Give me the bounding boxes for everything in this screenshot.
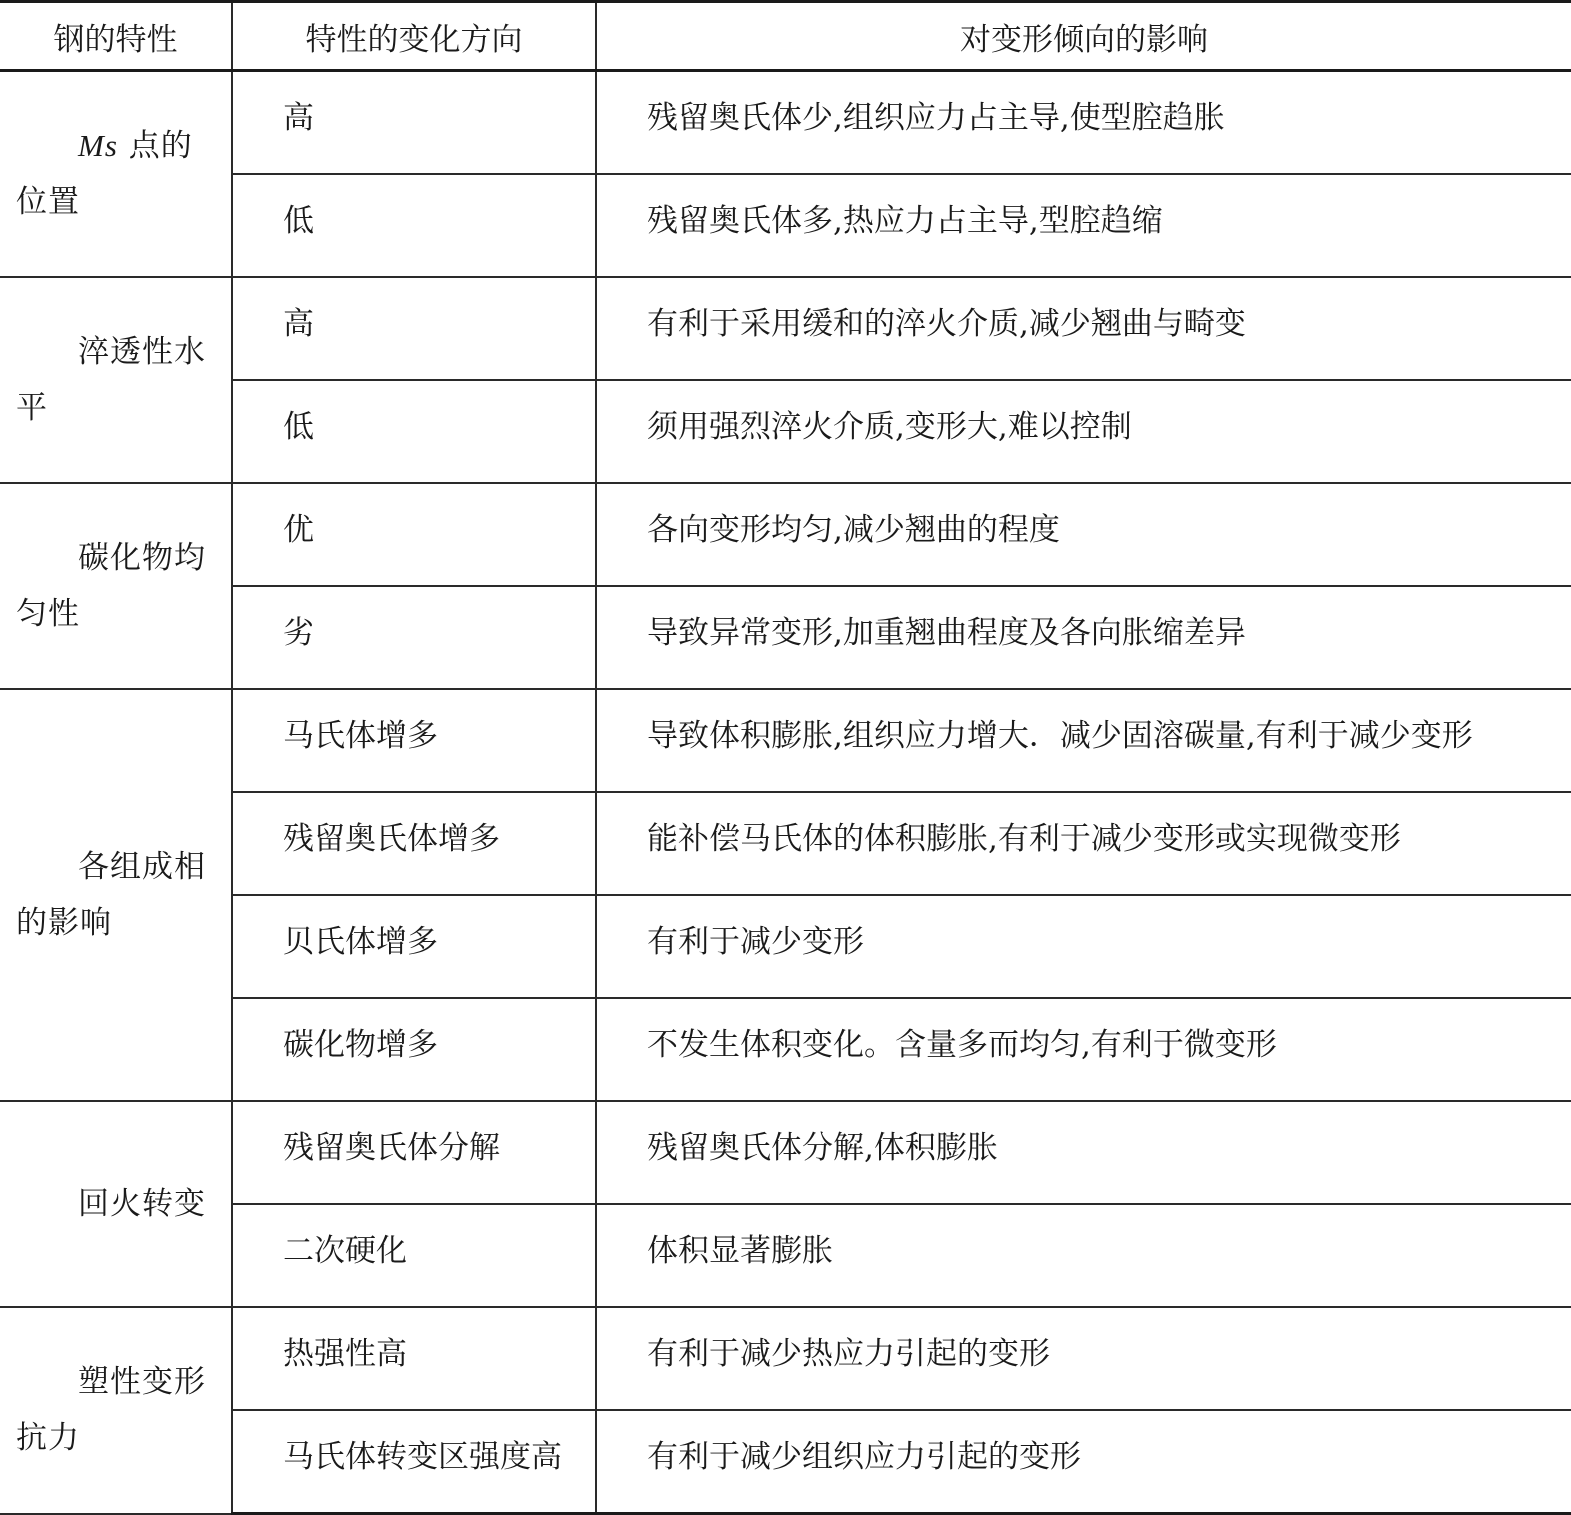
steel-property-label [16, 530, 215, 642]
table-row [0, 1204, 1571, 1307]
deformation-effect-cell: 有利于采用缓和的淬火介质,减少翘曲与畸变 [596, 277, 1571, 380]
steel-property-cell [0, 1307, 232, 1514]
table-row [0, 483, 1571, 586]
change-direction-cell: 低 [232, 174, 596, 277]
ms-symbol: Ms [78, 128, 118, 163]
deformation-effect-cell: 残留奥氏体少,组织应力占主导,使型腔趋胀 [596, 71, 1571, 175]
change-direction-cell: 马氏体增多 [232, 689, 596, 792]
change-direction-cell: 二次硬化 [232, 1204, 596, 1307]
deformation-effect-cell: 导致体积膨胀,组织应力增大．减少固溶碳量,有利于减少变形 [596, 689, 1571, 792]
steel-property-cell [0, 1101, 232, 1307]
steel-property-text: 各组成相的影响 [16, 849, 206, 941]
steel-property-label [16, 118, 215, 230]
header-deformation-effect: 对变形倾向的影响 [596, 2, 1571, 71]
table-row [0, 277, 1571, 380]
steel-property-text: 碳化物均匀性 [16, 540, 206, 632]
table-row [0, 1101, 1571, 1204]
table-row [0, 998, 1571, 1101]
deformation-effect-cell: 残留奥氏体分解,体积膨胀 [596, 1101, 1571, 1204]
change-direction-cell: 高 [232, 277, 596, 380]
deformation-effect-cell: 导致异常变形,加重翘曲程度及各向胀缩差异 [596, 586, 1571, 689]
steel-property-text: 塑性变形抗力 [16, 1364, 206, 1457]
steel-property-cell [0, 277, 232, 483]
change-direction-cell: 优 [232, 483, 596, 586]
header-steel-property: 钢的特性 [0, 2, 232, 71]
deformation-effect-cell: 残留奥氏体多,热应力占主导,型腔趋缩 [596, 174, 1571, 277]
table-row [0, 174, 1571, 277]
deformation-effect-cell: 须用强烈淬火介质,变形大,难以控制 [596, 380, 1571, 483]
header-change-direction: 特性的变化方向 [232, 2, 596, 71]
deformation-effect-cell: 不发生体积变化。含量多而均匀,有利于微变形 [596, 998, 1571, 1101]
change-direction-cell: 贝氏体增多 [232, 895, 596, 998]
change-direction-cell: 低 [232, 380, 596, 483]
deformation-effect-cell: 体积显著膨胀 [596, 1204, 1571, 1307]
table-row [0, 71, 1571, 175]
table-row [0, 1410, 1571, 1514]
steel-property-label [16, 324, 215, 436]
change-direction-cell: 热强性高 [232, 1307, 596, 1410]
steel-property-cell [0, 71, 232, 278]
steel-property-text: 淬透性水平 [16, 334, 206, 426]
header-row [0, 2, 1571, 71]
steel-property-text: 点的位置 [16, 128, 193, 220]
table-row [0, 586, 1571, 689]
change-direction-cell: 马氏体转变区强度高 [232, 1410, 596, 1514]
steel-property-text: 回火转变 [78, 1186, 206, 1222]
deformation-effect-cell: 各向变形均匀,减少翘曲的程度 [596, 483, 1571, 586]
deformation-effect-cell: 能补偿马氏体的体积膨胀,有利于减少变形或实现微变形 [596, 792, 1571, 895]
table-row [0, 1307, 1571, 1410]
change-direction-cell: 残留奥氏体增多 [232, 792, 596, 895]
deformation-effect-cell: 有利于减少热应力引起的变形 [596, 1307, 1571, 1410]
change-direction-cell: 高 [232, 71, 596, 175]
change-direction-cell: 残留奥氏体分解 [232, 1101, 596, 1204]
deformation-effect-cell: 有利于减少组织应力引起的变形 [596, 1410, 1571, 1514]
steel-property-label [16, 1176, 215, 1232]
steel-property-cell [0, 483, 232, 689]
table-row [0, 895, 1571, 998]
steel-property-label [16, 839, 215, 951]
change-direction-cell: 劣 [232, 586, 596, 689]
change-direction-cell: 碳化物增多 [232, 998, 596, 1101]
deformation-effect-cell: 有利于减少变形 [596, 895, 1571, 998]
table-row [0, 380, 1571, 483]
steel-property-label [16, 1354, 215, 1466]
steel-property-cell [0, 689, 232, 1101]
table-row [0, 792, 1571, 895]
table-row [0, 689, 1571, 792]
